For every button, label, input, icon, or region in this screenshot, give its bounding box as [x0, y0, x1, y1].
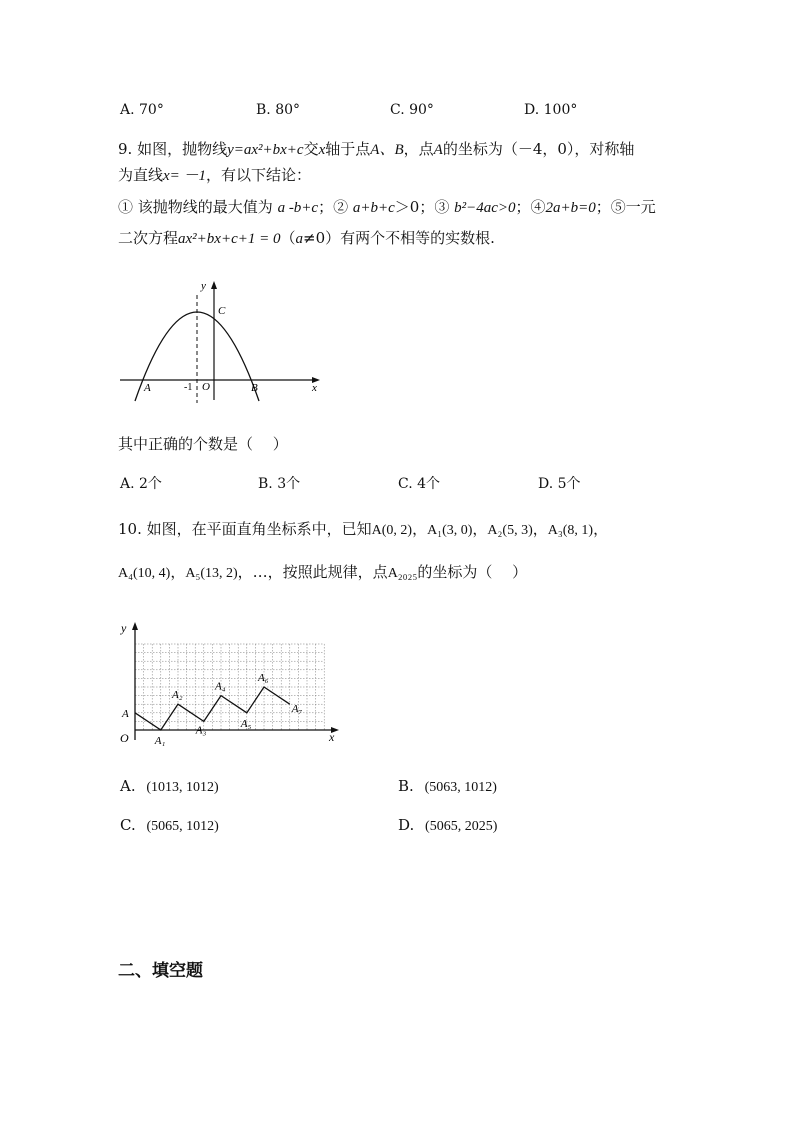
- q9-option-c[interactable]: C. 4个: [398, 476, 441, 492]
- q10-zigzag-graph: [115, 615, 345, 750]
- q9-parabola-graph: [115, 275, 330, 405]
- q10-text: 的坐标为（ ）: [417, 563, 528, 581]
- point-label: A₄: [215, 680, 226, 693]
- q9-option-a[interactable]: A. 2个: [120, 476, 162, 492]
- q10-option-a-value: (1013, 1012): [146, 780, 219, 795]
- q10-option-a[interactable]: [120, 776, 219, 798]
- q9-option-d[interactable]: D. 5个: [538, 476, 581, 492]
- q9-text: 为直线: [118, 166, 164, 184]
- q8-option-d[interactable]: D. 100°: [524, 102, 578, 118]
- q10-text: 10. 如图，在平面直角坐标系中，已知: [118, 520, 372, 538]
- point-label: A: [122, 707, 129, 720]
- graph-label-neg1: -1: [184, 382, 193, 393]
- q10-point-a2: A₂(5, 3): [487, 523, 533, 538]
- point-label: A₇: [291, 703, 303, 716]
- q9-text: 交: [303, 140, 319, 158]
- q9-conclusion-5: ；⑤一元: [595, 198, 656, 216]
- q9-text: 的坐标为（－4，0），对称轴: [442, 140, 635, 158]
- q9-points-ab: A、B: [370, 142, 404, 158]
- q9-expr-1: a -b+c: [277, 200, 319, 216]
- q9-parabola-eq: y=ax²+bx+c: [227, 142, 304, 158]
- q9-text: ，点: [403, 140, 434, 158]
- q10-line-1: 10. 如图，在平面直角坐标系中，已知A(0, 2)，A₁(3, 0)，A₂(5, 3)，A₃(8, 1)，: [118, 520, 609, 538]
- q9-expr-3: b²−4ac>0: [454, 200, 516, 216]
- graph-label-o: O: [120, 731, 129, 745]
- q9-text: 轴于点: [325, 140, 371, 158]
- graph-label-a: A: [144, 382, 151, 394]
- q9-axis-eq: x= －1: [163, 168, 207, 184]
- q10-option-b[interactable]: [398, 776, 497, 798]
- q10-option-c-value: (5065, 1012): [146, 819, 219, 834]
- point-label: A₃: [195, 724, 207, 737]
- y-axis-arrow: [132, 622, 138, 630]
- q9-expr-2: a+b+c: [352, 200, 395, 216]
- q10-option-a-label: A.: [120, 777, 136, 795]
- section-heading: 二、填空题: [118, 961, 203, 981]
- q9-point-a: A: [433, 142, 443, 158]
- graph-label-o: O: [202, 381, 210, 393]
- q9-text: ＞0；③: [394, 198, 455, 216]
- q10-option-b-value: (5063, 1012): [424, 780, 497, 795]
- graph-label-y: y: [201, 280, 206, 292]
- q9-x-var: x: [318, 142, 326, 158]
- q9-text: ≠0）有两个不相等的实数根.: [303, 229, 495, 247]
- q10-point-a1: A₁(3, 0): [427, 523, 473, 538]
- q10-point-a4: A₄(10, 4): [118, 566, 171, 581]
- q9-conclusion-1: ① 该抛物线的最大值为: [118, 198, 273, 216]
- q9-text: 二次方程: [118, 229, 179, 247]
- q9-text: （: [280, 229, 296, 247]
- q10-option-c[interactable]: [120, 815, 219, 837]
- q10-point-a3: A₃(8, 1): [547, 523, 594, 538]
- graph-label-b: B: [251, 382, 258, 394]
- point-label: A₁: [154, 735, 166, 747]
- y-axis-arrow: [211, 281, 217, 289]
- point-label: A₆: [258, 672, 269, 684]
- q8-option-c[interactable]: C. 90°: [390, 102, 434, 118]
- q10-option-b-label: B.: [398, 777, 414, 795]
- q10-option-d-value: (5065, 2025): [425, 819, 498, 834]
- q9-conclusion-2: ；②: [318, 198, 353, 216]
- q9-line-1: [118, 139, 634, 160]
- q10-text: ，…，按照此规律，点: [237, 563, 388, 581]
- graph-label-x: x: [312, 382, 317, 394]
- q8-option-a[interactable]: A. 70°: [120, 102, 164, 118]
- graph-label-x: x: [329, 730, 335, 744]
- q9-a-var: a: [295, 231, 303, 247]
- q10-target-point: A₂₀₂₅: [387, 566, 418, 581]
- q9-number: 9. 如图，抛物线: [118, 140, 228, 158]
- q8-option-b[interactable]: B. 80°: [256, 102, 301, 118]
- q9-question: 其中正确的个数是（ ）: [118, 435, 288, 453]
- point-label: A₂: [172, 689, 183, 702]
- q9-expr-4: 2a+b=0: [545, 200, 596, 216]
- q9-option-b[interactable]: B. 3个: [258, 476, 301, 492]
- q9-line-4: [118, 228, 495, 249]
- q10-point-a0: A(0, 2): [371, 523, 413, 538]
- q9-line-2: [118, 165, 311, 186]
- graph-label-c: C: [218, 305, 226, 317]
- grid: [135, 644, 324, 730]
- point-label: A₅: [240, 717, 252, 730]
- q9-text: ，有以下结论：: [206, 166, 312, 184]
- q9-expr-5: ax²+bx+c+1 = 0: [178, 231, 281, 247]
- q10-option-d-label: D.: [398, 816, 415, 834]
- q9-conclusion-4: ；④: [515, 198, 546, 216]
- q10-line-2: A₄(10, 4)，A₅(13, 2)，…，按照此规律，点A₂₀₂₅的坐标为（ ）: [118, 563, 528, 581]
- q10-option-c-label: C.: [120, 816, 136, 834]
- q10-option-d[interactable]: [398, 815, 497, 837]
- q10-point-a5: A₅(13, 2): [185, 566, 238, 581]
- graph-label-y: y: [121, 621, 127, 635]
- q9-line-3: [118, 197, 656, 218]
